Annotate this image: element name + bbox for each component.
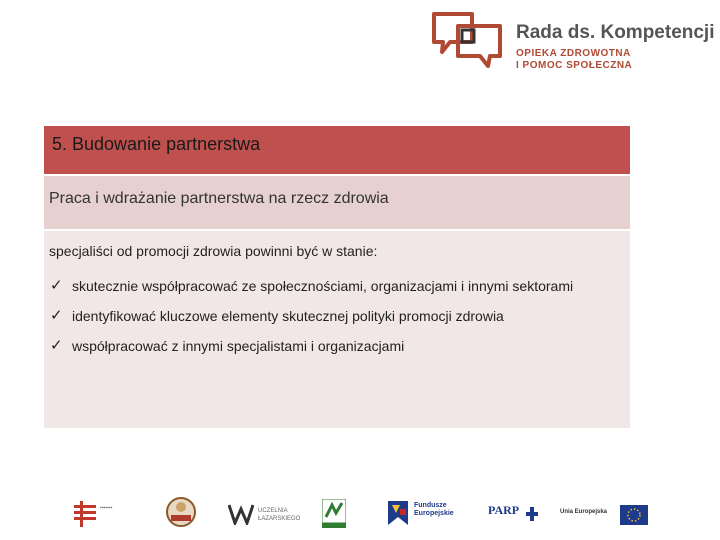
checkmark-icon: ✓: [50, 277, 63, 294]
bullet-item: [49, 271, 630, 301]
eu-logo: [560, 495, 650, 533]
bullet-text: identyfikować kluczowe elementy skutecznej polityki promocji zdrowia: [72, 308, 504, 324]
bullet-item: [49, 331, 630, 361]
parp-logo: [488, 495, 540, 533]
eu-text: Unia Europejska: [560, 509, 608, 515]
uczelnia-logo: [228, 495, 301, 533]
logo-subtitle-line1: OPIEKA ZDROWOTNA: [516, 48, 631, 59]
table-title: 5. Budowanie partnerstwa: [52, 134, 261, 154]
table-title-row: [44, 126, 630, 176]
logo-title: Rada ds. Kompetencji: [516, 22, 715, 43]
checkmark-icon: ✓: [50, 307, 63, 324]
bullet-text: skutecznie współpracować ze społecznościami, organizacjami i innymi sektorami: [72, 278, 574, 294]
nfz-logo: ▪▪▪▪▪▪▪: [72, 495, 142, 533]
competency-table: [44, 126, 630, 428]
uczelnia-text-a: UCZELNIA: [258, 508, 288, 514]
parp-text: PARP: [488, 503, 520, 517]
fe-text-a: Fundusze: [414, 502, 447, 509]
logo-subtitle-line2: I POMOC SPOŁECZNA: [516, 60, 633, 71]
bullet-text: współpracować z innymi specjalistami i organizacjami: [72, 338, 405, 354]
table-body-row: [44, 231, 630, 428]
partner-logos: [0, 495, 720, 535]
uczelnia-text-b: ŁAZARSKIEGO: [258, 516, 301, 522]
green-logo: [322, 495, 348, 533]
table-subtitle: Praca i wdrażanie partnerstwa na rzecz zdrowia: [49, 190, 389, 207]
rada-logo: [430, 10, 715, 71]
speech-bubbles-icon: [430, 10, 506, 70]
fe-text-b: Europejskie: [414, 510, 454, 517]
bullet-item: [49, 301, 630, 331]
checkmark-icon: ✓: [50, 337, 63, 354]
intro-text: specjaliści od promocji zdrowia powinni być w stanie:: [49, 243, 378, 259]
fundusze-europejskie-logo: [386, 495, 466, 533]
table-subtitle-row: [44, 176, 630, 231]
lazarski-emblem: [165, 495, 199, 533]
